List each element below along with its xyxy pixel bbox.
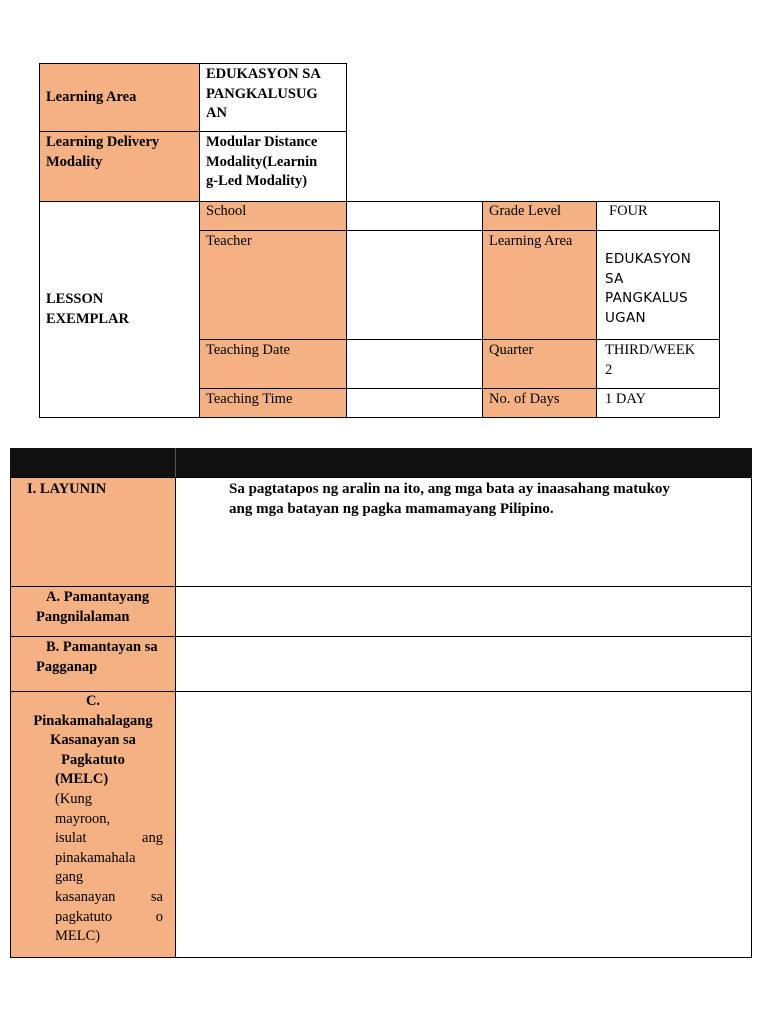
teaching-time-value[interactable] [346, 388, 483, 418]
quarter-value-line: 2 [605, 361, 613, 378]
learning-area-label [39, 63, 200, 132]
school-label [199, 201, 347, 231]
learning-area-value-line: EDUKASYON SA [206, 66, 321, 82]
lesson-exemplar-label [39, 201, 200, 418]
learning-area2-label [482, 230, 597, 340]
header-divider [175, 448, 176, 478]
c-note-line: kasanayan sa [55, 888, 163, 905]
learning-area-value [199, 63, 347, 132]
c-note-line: pagkatuto o [55, 908, 163, 925]
grade-level-label-text: Grade Level [489, 203, 562, 219]
melc-label [10, 691, 176, 958]
quarter-value [596, 339, 720, 389]
b-label-line: B. Pamantayan sa [46, 639, 158, 655]
a-label-line: Pangnilalaman [36, 609, 130, 625]
days-value [596, 388, 720, 418]
grade-level-value-text: FOUR [609, 203, 648, 219]
grade-level-value [596, 201, 720, 231]
melc-value[interactable] [175, 691, 752, 958]
c-label-line: Pagkatuto [61, 751, 125, 768]
teaching-date-value[interactable] [346, 339, 483, 389]
layunin-label-text: I. LAYUNIN [27, 481, 107, 497]
days-label [482, 388, 597, 418]
days-label-text: No. of Days [489, 391, 560, 407]
c-label-line: Pinakamahalagang [33, 712, 153, 729]
learning-area2-value-line: PANGKALUS [605, 290, 688, 306]
c-note-line: pinakamahala [55, 849, 136, 866]
delivery-label-line: Learning Delivery [46, 134, 160, 150]
delivery-label-line: Modality [46, 153, 103, 170]
pamantayan-sa-pagganap-label [10, 636, 176, 692]
layunin-text [175, 477, 752, 587]
teacher-label [199, 230, 347, 340]
lesson-label-line: LESSON [46, 291, 104, 307]
teacher-value[interactable] [346, 230, 483, 340]
layunin-label [10, 477, 176, 587]
learning-area2-value [596, 230, 720, 340]
learning-area2-value-line: SA [605, 270, 624, 287]
teaching-time-label [199, 388, 347, 418]
table-header-bar [10, 448, 752, 478]
c-note-line: (Kung [55, 790, 93, 807]
c-label-line: C. [85, 693, 101, 709]
delivery-value-line: g-Led Modality) [206, 173, 308, 189]
c-note-line: MELC) [55, 928, 101, 945]
a-label-line: A. Pamantayang [46, 589, 150, 605]
teaching-date-label [199, 339, 347, 389]
c-note-line: gang [55, 869, 84, 886]
pamantayang-pangnilalaman-value[interactable] [175, 586, 752, 637]
layunin-text-line: ang mga batayan ng pagka mamamayang Pilipino. [229, 500, 554, 517]
c-label-line: Kasanayan sa [50, 732, 136, 749]
teacher-label-text: Teacher [206, 233, 252, 249]
pamantayan-sa-pagganap-value[interactable] [175, 636, 752, 692]
school-value[interactable] [346, 201, 483, 231]
school-label-text: School [206, 203, 247, 219]
grade-level-label [482, 201, 597, 231]
learning-area2-label-text: Learning Area [489, 233, 573, 249]
delivery-value-line: Modular Distance [206, 134, 318, 150]
delivery-modality-value [199, 131, 347, 202]
quarter-label [482, 339, 597, 389]
learning-area2-value-line: EDUKASYON [605, 251, 692, 267]
teaching-date-label-text: Teaching Date [206, 342, 290, 358]
delivery-value-line: Modality(Learnin [206, 153, 318, 170]
lesson-label-line: EXEMPLAR [46, 310, 129, 327]
learning-area-value-line: PANGKALUSUG [206, 85, 318, 102]
quarter-value-line: THIRD/WEEK [605, 342, 696, 358]
b-label-line: Pagganap [36, 659, 98, 675]
learning-area-value-line: AN [206, 105, 227, 121]
days-value-text: 1 DAY [605, 391, 646, 407]
layunin-text-line: Sa pagtatapos ng aralin na ito, ang mga bata ay inaasahang matukoy [229, 481, 670, 497]
delivery-modality-label [39, 131, 200, 202]
pamantayang-pangnilalaman-label [10, 586, 176, 637]
c-note-line: isulat ang [55, 830, 163, 847]
c-label-line: (MELC) [55, 771, 109, 788]
c-note-line: mayroon, [55, 810, 111, 827]
quarter-label-text: Quarter [489, 342, 534, 358]
learning-area-label-text: Learning Area [46, 88, 137, 105]
teaching-time-label-text: Teaching Time [206, 391, 293, 407]
learning-area2-value-line: UGAN [605, 309, 646, 326]
